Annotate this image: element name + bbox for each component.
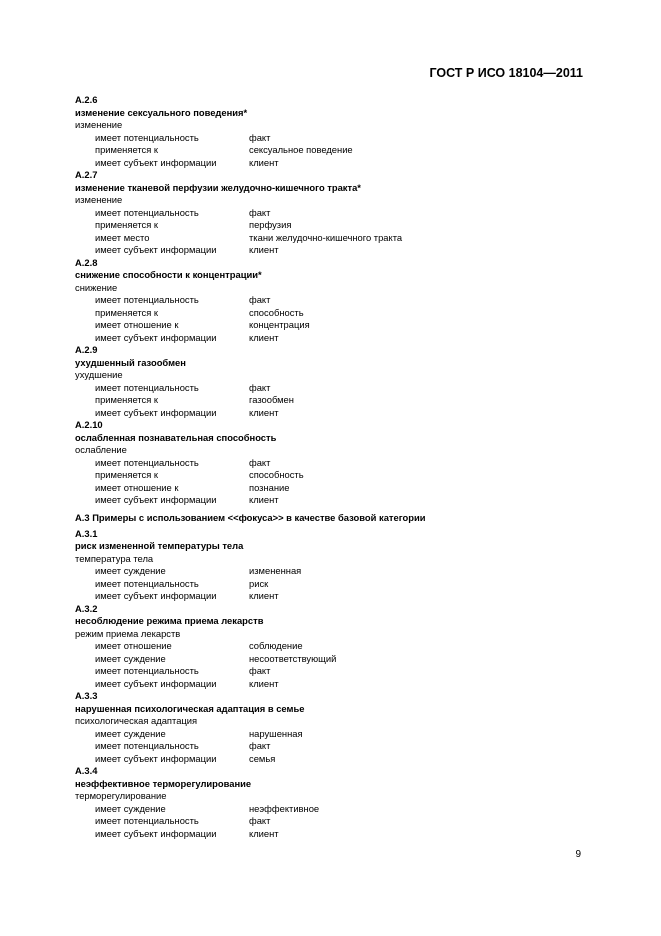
entry-number: А.2.10	[75, 419, 103, 430]
attribute-row	[75, 307, 595, 320]
attribute-row	[75, 678, 595, 691]
attribute-value: клиент	[249, 244, 279, 255]
entry-base-category: психологическая адаптация	[75, 715, 198, 726]
attribute-name: имеет субъект информации	[95, 406, 217, 418]
attribute-name: имеет субъект информации	[95, 677, 217, 689]
entry-base-category: режим приема лекарств	[75, 627, 181, 639]
attribute-row	[75, 394, 595, 407]
attribute-value: неэффективное	[249, 802, 320, 814]
attribute-name: имеет место	[95, 231, 150, 243]
attribute-row	[75, 382, 595, 395]
attribute-value: клиент	[249, 156, 279, 168]
entry-title: несоблюдение режима приема лекарств	[75, 615, 264, 626]
attribute-row	[75, 157, 595, 170]
example-entry	[75, 765, 595, 840]
attribute-name: имеет потенциальность	[95, 665, 199, 676]
attribute-name: имеет суждение	[95, 727, 166, 739]
attribute-value: газообмен	[249, 394, 294, 405]
entry-title: неэффективное терморегулирование	[75, 777, 252, 789]
page-number: 9	[575, 849, 581, 860]
entry-number: А.2.8	[75, 256, 98, 268]
attribute-row	[75, 232, 595, 245]
attribute-row	[75, 815, 595, 828]
attribute-value: измененная	[249, 565, 302, 576]
attribute-value: способность	[249, 306, 304, 318]
attribute-name: имеет субъект информации	[95, 331, 217, 343]
attribute-row	[75, 319, 595, 332]
attribute-name: имеет потенциальность	[95, 206, 199, 218]
entry-base-category: снижение	[75, 281, 118, 293]
entry-base-category: терморегулирование	[75, 790, 167, 801]
section-a3-heading: А.3 Примеры с использованием <<фокуса>> в качестве базовой категории	[75, 511, 426, 523]
attribute-name: имеет суждение	[95, 802, 166, 814]
attribute-value: факт	[249, 740, 271, 751]
attribute-name: имеет потенциальность	[95, 294, 199, 305]
entry-base-category: ухудшение	[75, 369, 123, 380]
attribute-value: факт	[249, 206, 271, 218]
entry-base-category: ослабление	[75, 444, 127, 455]
attribute-name: применяется к	[95, 219, 159, 230]
attribute-row	[75, 332, 595, 345]
attribute-name: имеет потенциальность	[95, 815, 199, 826]
entry-title: риск измененной температуры тела	[75, 540, 244, 551]
attribute-name: имеет отношение к	[95, 481, 179, 493]
attribute-name: имеет суждение	[95, 652, 166, 664]
attribute-row	[75, 665, 595, 678]
attribute-name: имеет потенциальность	[95, 381, 199, 393]
attribute-value: клиент	[249, 590, 279, 601]
attribute-value: факт	[249, 815, 271, 826]
attribute-name: имеет суждение	[95, 565, 166, 576]
attribute-name: имеет потенциальность	[95, 456, 199, 468]
entry-base-category: изменение	[75, 119, 123, 130]
attribute-value: факт	[249, 131, 271, 143]
attribute-name: применяется к	[95, 469, 159, 480]
example-entry	[75, 94, 595, 169]
attribute-value: факт	[249, 665, 271, 676]
attribute-value: несоответствующий	[249, 652, 337, 664]
entry-base-category: температура тела	[75, 552, 154, 564]
attribute-value: способность	[249, 469, 304, 480]
attribute-name: имеет субъект информации	[95, 752, 217, 764]
attribute-name: имеет субъект информации	[95, 590, 217, 601]
attribute-row	[75, 728, 595, 741]
attribute-row	[75, 740, 595, 753]
attribute-row	[75, 407, 595, 420]
attribute-row	[75, 828, 595, 841]
attribute-name: имеет отношение к	[95, 319, 179, 330]
attribute-row	[75, 457, 595, 470]
document-header: ГОСТ Р ИСО 18104—2011	[429, 66, 583, 80]
entry-title: изменение тканевой перфузии желудочно-кишечного тракта*	[75, 181, 361, 193]
attribute-value: концентрация	[249, 319, 310, 330]
attribute-value: клиент	[249, 827, 279, 839]
attribute-name: применяется к	[95, 144, 159, 155]
attribute-value: факт	[249, 456, 271, 468]
entry-base-category: изменение	[75, 194, 123, 205]
attribute-value: факт	[249, 294, 271, 305]
attribute-name: имеет потенциальность	[95, 131, 199, 143]
entry-number: А.2.7	[75, 169, 98, 180]
example-entry	[75, 528, 595, 603]
entry-number: А.3.1	[75, 527, 98, 539]
attribute-row	[75, 803, 595, 816]
attribute-name: имеет субъект информации	[95, 156, 217, 168]
attribute-row	[75, 207, 595, 220]
attribute-name: имеет субъект информации	[95, 244, 217, 255]
section-a3-examples	[75, 528, 595, 841]
entry-number: А.3.3	[75, 690, 98, 701]
attribute-name: имеет потенциальность	[95, 577, 199, 589]
attribute-name: применяется к	[95, 394, 159, 405]
attribute-row	[75, 482, 595, 495]
entry-title: ухудшенный газообмен	[75, 356, 186, 368]
attribute-row	[75, 132, 595, 145]
entry-number: А.2.9	[75, 344, 98, 355]
entry-number: А.2.6	[75, 94, 98, 105]
example-entry	[75, 257, 595, 345]
attribute-row	[75, 578, 595, 591]
attribute-row	[75, 294, 595, 307]
attribute-value: перфузия	[249, 219, 292, 230]
entry-title: нарушенная психологическая адаптация в семье	[75, 702, 305, 714]
attribute-value: нарушенная	[249, 727, 303, 739]
entry-title: снижение способности к концентрации*	[75, 269, 262, 280]
entry-title: изменение сексуального поведения*	[75, 106, 248, 118]
attribute-row	[75, 565, 595, 578]
attribute-row	[75, 219, 595, 232]
attribute-row	[75, 144, 595, 157]
entry-number: А.3.4	[75, 765, 98, 776]
attribute-name: имеет потенциальность	[95, 740, 199, 751]
attribute-value: семья	[249, 752, 276, 764]
attribute-name: имеет субъект информации	[95, 827, 217, 839]
attribute-value: клиент	[249, 331, 279, 343]
attribute-value: клиент	[249, 494, 279, 505]
attribute-value: риск	[249, 577, 269, 589]
attribute-row	[75, 590, 595, 603]
attribute-name: применяется к	[95, 306, 159, 318]
attribute-row	[75, 640, 595, 653]
example-entry	[75, 419, 595, 507]
attribute-name: имеет отношение	[95, 640, 172, 651]
example-entry	[75, 603, 595, 691]
example-entry	[75, 169, 595, 257]
attribute-value: сексуальное поведение	[249, 144, 353, 155]
attribute-name: имеет субъект информации	[95, 494, 217, 505]
entry-number: А.3.2	[75, 602, 98, 614]
example-entry	[75, 344, 595, 419]
document-body	[75, 94, 595, 840]
attribute-value: клиент	[249, 406, 279, 418]
attribute-row	[75, 244, 595, 257]
attribute-row	[75, 653, 595, 666]
entry-title: ослабленная познавательная способность	[75, 431, 277, 443]
example-entry	[75, 690, 595, 765]
attribute-row	[75, 753, 595, 766]
attribute-value: клиент	[249, 677, 279, 689]
attribute-value: факт	[249, 381, 271, 393]
attribute-value: соблюдение	[249, 640, 303, 651]
section-a2-examples	[75, 94, 595, 507]
attribute-value: ткани желудочно-кишечного тракта	[249, 231, 403, 243]
attribute-row	[75, 494, 595, 507]
attribute-row	[75, 469, 595, 482]
attribute-value: познание	[249, 481, 290, 493]
